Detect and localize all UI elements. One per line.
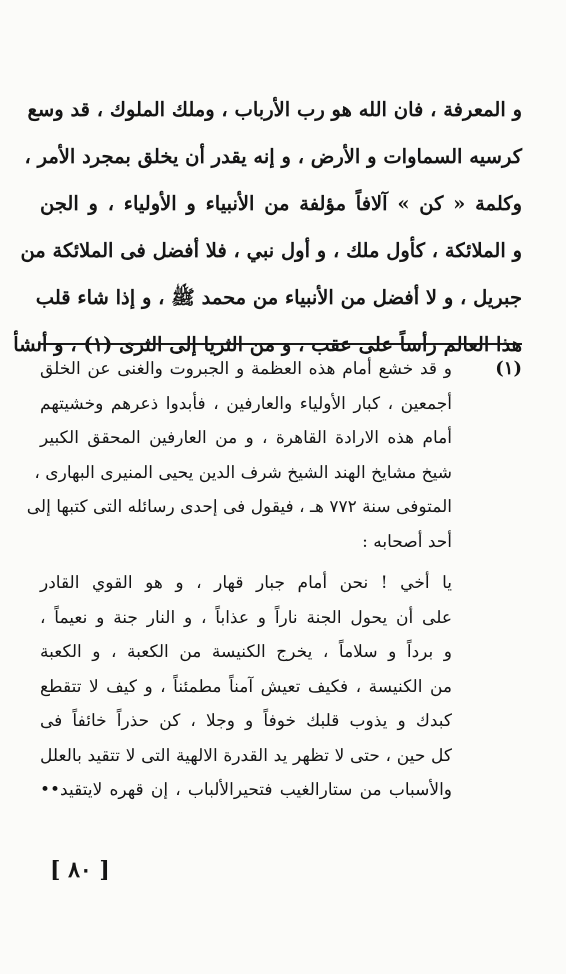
main-text-line: و الملائكة ، كأول ملك ، و أول نبي ، فلا أفضل فى الملائكة من <box>20 239 522 262</box>
footnote-separator-rule <box>38 343 522 345</box>
main-text-line: جبريل ، و لا أفضل من الأنبياء من محمد ﷺ ، و إذا شاء قلب <box>35 286 522 309</box>
footnote-line: شيخ مشايخ الهند الشيخ شرف الدين يحيى المنيرى البهارى ، <box>34 462 452 483</box>
footnote-line: و قد خشع أمام هذه العظمة و الجبروت والغنى عن الخلق <box>40 359 452 379</box>
footnote-line: كل حين ، حتى لا تظهر يد القدرة الالهية التى لا تتقيد بالعلل <box>40 745 452 766</box>
footnote-paragraph-1 <box>26 352 452 559</box>
footnote-line: و برداً و سلاماً ، يخرج الكنيسة من الكعبة ، و الكعبة <box>40 642 452 662</box>
footnote-line: أجمعين ، كبار الأولياء والعارفين ، فأبدوا ذعرهم وخشيتهم <box>40 393 452 414</box>
footnote-line: أمام هذه الارادة القاهرة ، و من العارفين المحقق الكبير <box>40 428 452 448</box>
footnote-line: المتوفى سنة ٧٧٢ هـ ، فيقول فى إحدى رسائله التى كتبها إلى <box>26 497 452 517</box>
footnote-line: من الكنيسة ، فكيف تعيش آمناً مطمئناً ، و كيف لا تتقطع <box>40 676 452 697</box>
footnote-line: يا أخي ! نحن أمام جبار قهار ، و هو القوي القادر <box>40 573 452 593</box>
footnote-line: أحد أصحابه : <box>362 531 452 552</box>
footnote-line: على أن يحول الجنة ناراً و عذاباً ، و النار جنة و نعيماً ، <box>40 607 452 628</box>
footnote-paragraph-2 <box>40 566 452 808</box>
main-text-line: كرسيه السماوات و الأرض ، و إنه يقدر أن يخلق بمجرد الأمر ، <box>24 145 522 168</box>
footnote-line: كبدك و يذوب قلبك خوفاً و وجلا ، كن حذراً خائفاً فى <box>40 711 452 731</box>
main-text-line: و المعرفة ، فان الله هو رب الأرباب ، وملك الملوك ، قد وسع <box>27 98 522 121</box>
footnote-marker: (١) <box>495 358 522 379</box>
main-text-line: وكلمة « كن » آلافاً مؤلفة من الأنبياء و الأولياء ، و الجن <box>40 192 522 215</box>
main-text-block <box>13 86 522 368</box>
footnote-line: والأسباب من ستارالغيب فتحيرالألباب ، إن قهره لايتقيد•• <box>40 780 452 800</box>
main-text-line: هذا العالم رأساً على عقب ، و من الثريا إلى الثرى (١) ، و أنشأ <box>13 333 522 356</box>
page-number: [ ٨٠ ] <box>50 857 110 883</box>
